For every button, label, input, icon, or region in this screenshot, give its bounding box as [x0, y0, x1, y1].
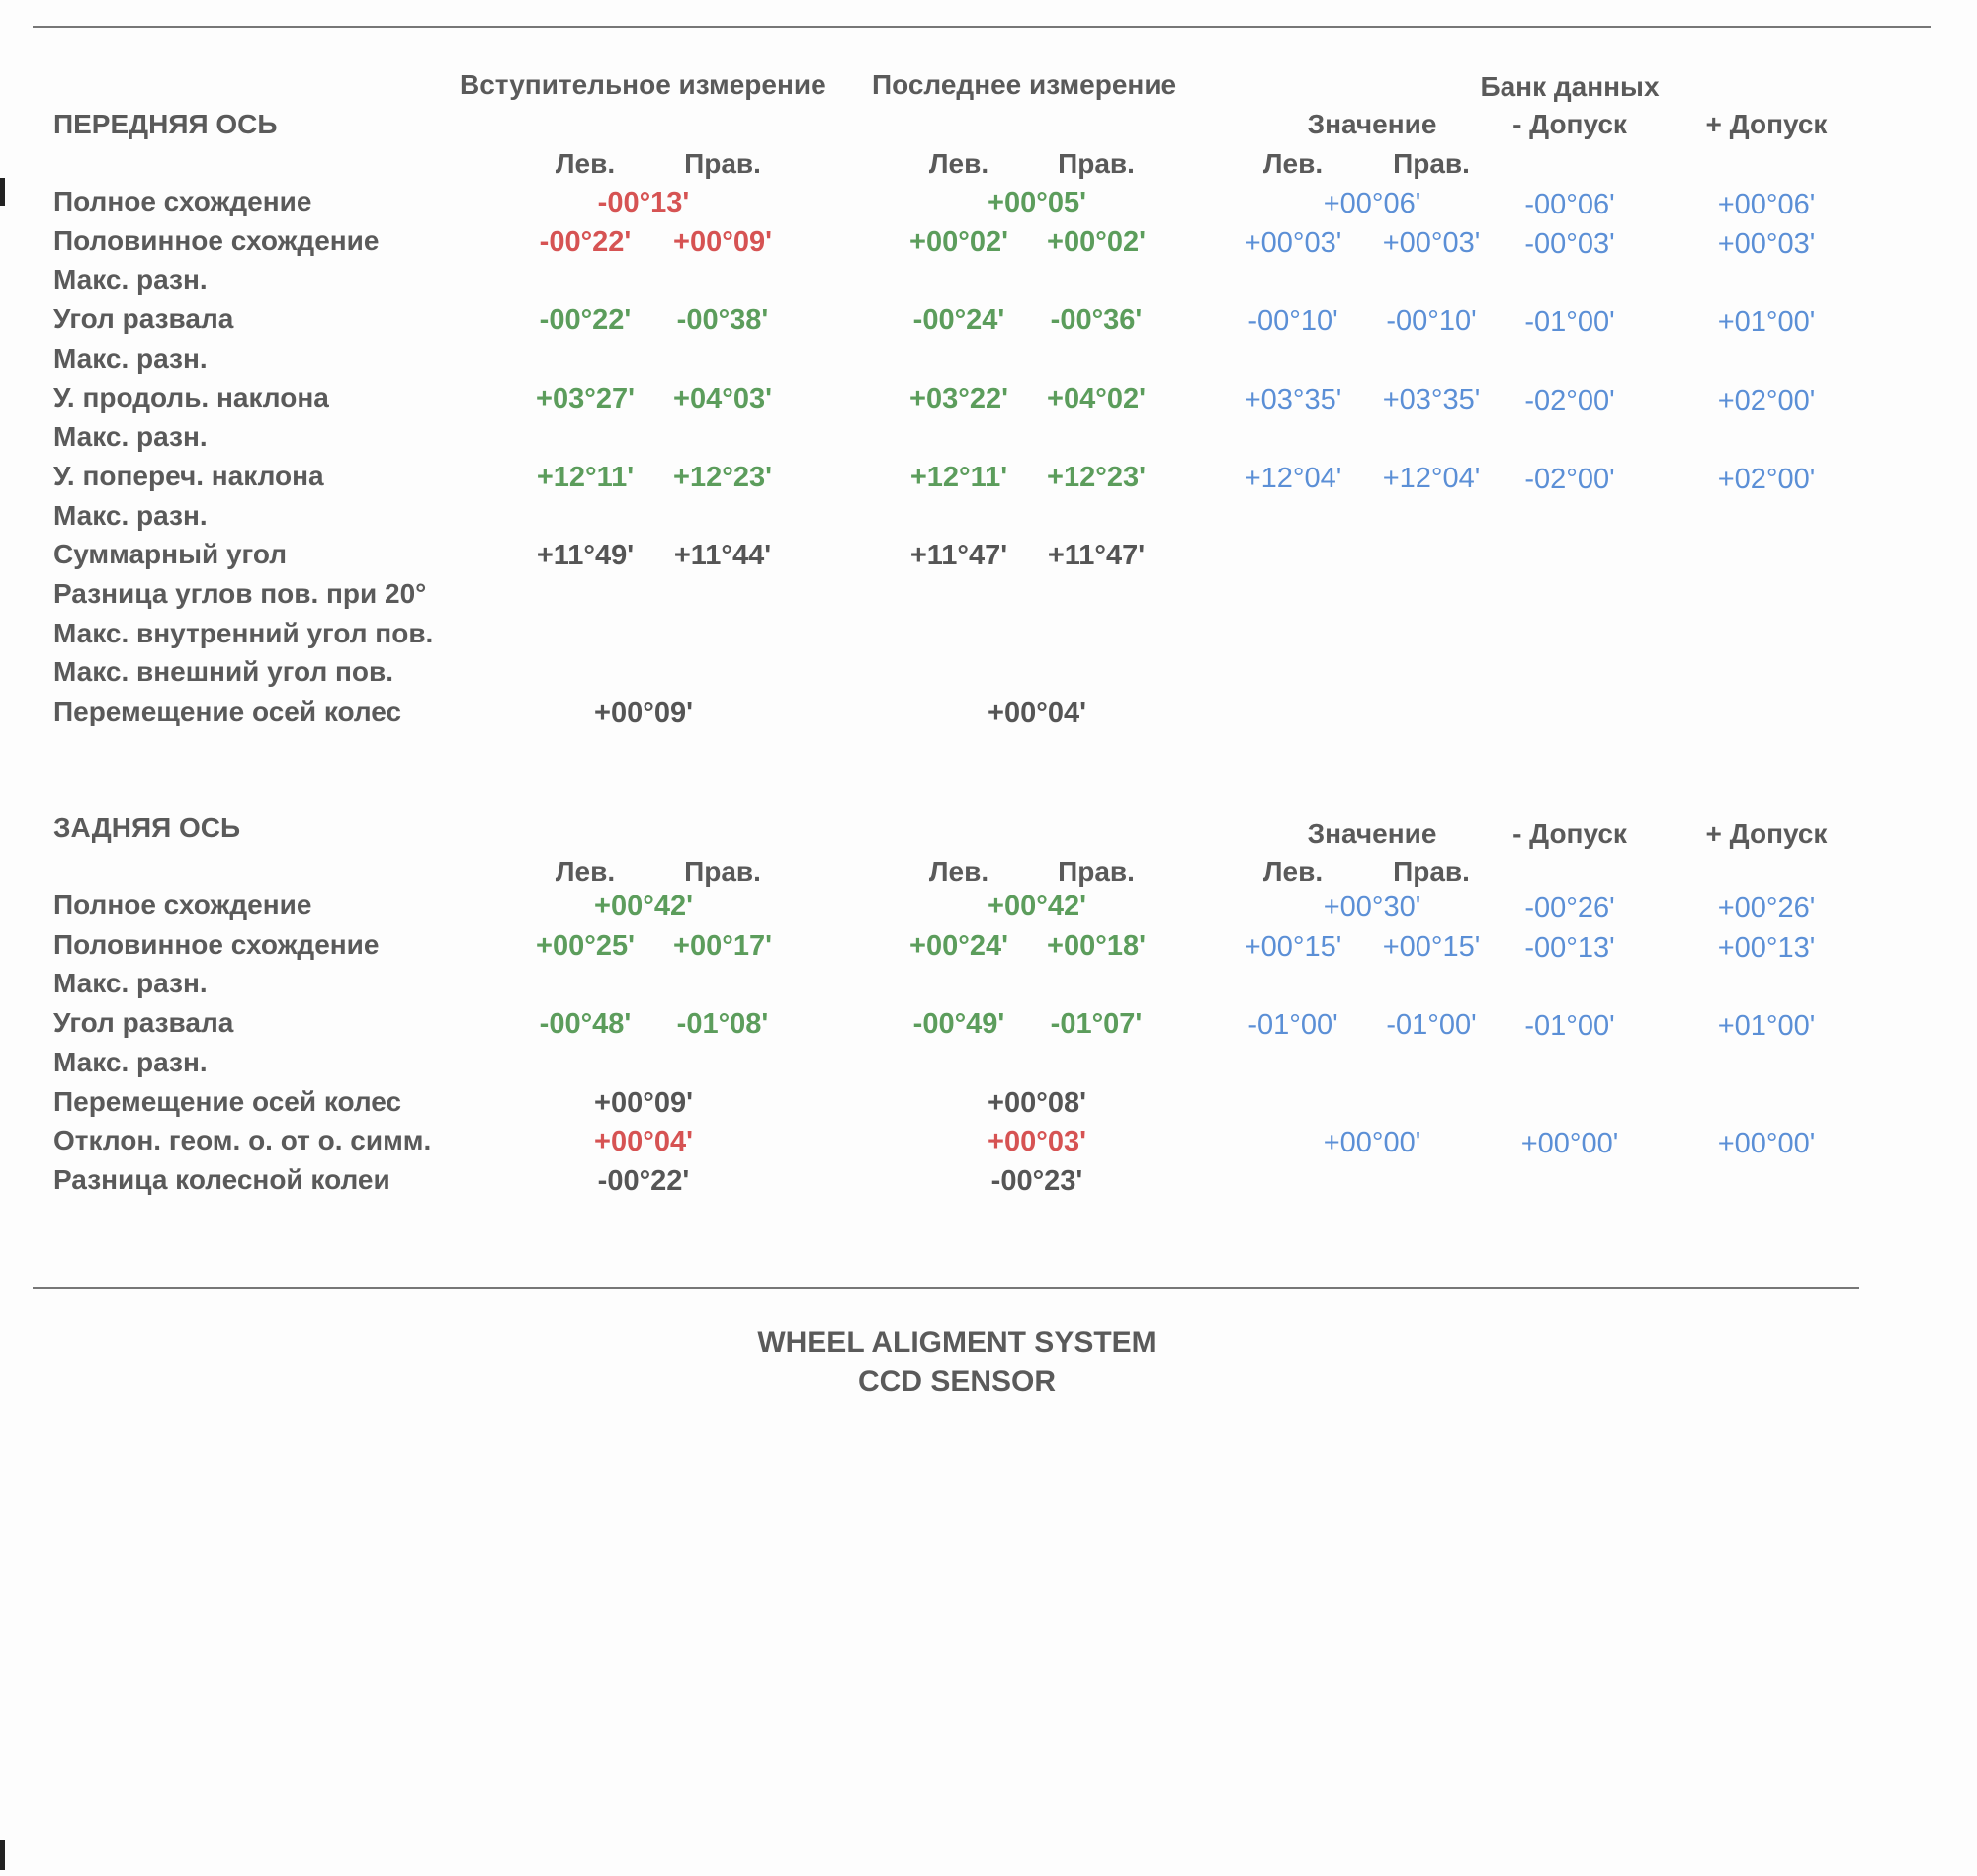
row-label: Половинное схождение [53, 928, 380, 960]
db-value-left: -00°10' [1247, 305, 1338, 338]
value-init-l: +12°11' [536, 461, 635, 493]
db-plus-tolerance: +00°13' [1717, 931, 1816, 964]
value-init-l: +11°49' [536, 540, 635, 572]
db-minus-tolerance: -02°00' [1524, 463, 1615, 495]
row-label: Угол развала [53, 303, 234, 335]
db-plus-tolerance: +02°00' [1717, 384, 1816, 417]
value-fin-l: +03°22' [909, 383, 1008, 415]
row-label: У. попереч. наклона [53, 460, 324, 491]
top-rule [33, 26, 1931, 28]
col-header-db-value: Значение [1307, 818, 1437, 849]
row-label: Разница углов пов. при 20° [53, 578, 427, 609]
col-header-minus-tolerance: - Допуск [1512, 818, 1627, 849]
row-label: Отклон. геом. о. от о. симм. [53, 1125, 432, 1156]
value-init-l: -00°22' [539, 304, 632, 337]
db-value-right: +12°04' [1382, 462, 1481, 494]
db-plus-tolerance: +00°00' [1717, 1128, 1816, 1160]
value-fin: +00°05' [988, 187, 1086, 218]
row-label: Макс. разн. [53, 499, 208, 531]
db-plus-tolerance: +00°26' [1717, 893, 1816, 924]
row-label: У. продоль. наклона [53, 382, 329, 413]
db-minus-tolerance: -00°26' [1524, 893, 1615, 924]
row-label: Полное схождение [53, 186, 312, 216]
value-fin-r: +00°02' [1047, 225, 1146, 258]
db-minus-tolerance: +00°00' [1520, 1128, 1619, 1160]
footer-sensor-name: CCD SENSOR [857, 1365, 1057, 1398]
value-init: +00°09' [594, 697, 693, 729]
db-value-left: +00°15' [1244, 930, 1342, 963]
col-header-initial-left: Лев. [555, 148, 616, 179]
value-init: +00°09' [594, 1086, 693, 1119]
row-label: Разница колесной колеи [53, 1163, 390, 1195]
db-value-right: +03°35' [1382, 384, 1481, 416]
value-init-r: +12°23' [673, 461, 772, 493]
value-fin-r: +04°02' [1047, 383, 1146, 415]
value-init-l: +03°27' [536, 383, 635, 415]
db-value: +00°06' [1323, 188, 1421, 219]
row-label: Макс. разн. [53, 1046, 208, 1077]
value-fin: +00°08' [988, 1086, 1086, 1119]
row-label: Макс. разн. [53, 968, 208, 999]
value-init-l: +00°25' [536, 929, 635, 962]
header-final-measurement: Последнее измерение [872, 69, 1177, 100]
header-initial-measurement: Вступительное измерение [460, 69, 826, 100]
col-header-db-value: Значение [1307, 109, 1437, 139]
db-plus-tolerance: +01°00' [1717, 306, 1816, 339]
rear-axle-title: ЗАДНЯЯ ОСЬ [53, 812, 241, 843]
value-init-r: +04°03' [673, 383, 772, 415]
value-init-r: +11°44' [673, 540, 772, 572]
db-plus-tolerance: +00°06' [1717, 189, 1816, 220]
db-minus-tolerance: -00°13' [1524, 931, 1615, 964]
row-label: Макс. разн. [53, 264, 208, 296]
scan-edge-mark [0, 178, 5, 206]
db-value-right: +00°15' [1382, 930, 1481, 963]
col-header-final-left: Лев. [928, 148, 989, 179]
row-label: Макс. внутренний угол пов. [53, 617, 434, 648]
db-plus-tolerance: +00°03' [1717, 227, 1816, 260]
value-fin-l: -00°49' [912, 1008, 1005, 1041]
row-label: Макс. разн. [53, 421, 208, 453]
value-fin-r: +12°23' [1047, 461, 1146, 493]
value-fin-r: +11°47' [1047, 540, 1146, 572]
footer-system-name: WHEEL ALIGMENT SYSTEM [757, 1326, 1157, 1359]
row-label: Перемещение осей колес [53, 696, 402, 727]
scan-edge-mark [0, 1840, 5, 1870]
db-minus-tolerance: -01°00' [1524, 306, 1615, 339]
col-header-plus-tolerance: + Допуск [1705, 818, 1828, 849]
db-value-left: +12°04' [1244, 462, 1342, 494]
row-label: Перемещение осей колес [53, 1085, 402, 1117]
value-fin-r: +00°18' [1047, 929, 1146, 962]
value-init: -00°13' [597, 187, 690, 218]
col-header-plus-tolerance: + Допуск [1705, 109, 1828, 139]
value-fin: +00°04' [988, 697, 1086, 729]
db-value-right: -00°10' [1386, 305, 1477, 338]
value-init-l: -00°22' [539, 225, 632, 258]
value-init: +00°42' [594, 891, 693, 922]
col-header-db-left: Лев. [1262, 856, 1324, 887]
col-header-minus-tolerance: - Допуск [1512, 109, 1627, 139]
value-fin: +00°42' [988, 891, 1086, 922]
value-init: +00°04' [594, 1126, 693, 1158]
db-minus-tolerance: -00°03' [1524, 227, 1615, 260]
db-value: +00°00' [1323, 1127, 1421, 1159]
value-fin-l: +12°11' [909, 461, 1008, 493]
value-fin-r: -00°36' [1050, 304, 1143, 337]
value-init: -00°22' [597, 1164, 690, 1197]
row-label: Полное схождение [53, 890, 312, 920]
row-label: Половинное схождение [53, 224, 380, 256]
col-header-db-left: Лев. [1262, 148, 1324, 179]
value-init-r: -01°08' [676, 1008, 769, 1041]
db-plus-tolerance: +01°00' [1717, 1010, 1816, 1043]
front-axle-title: ПЕРЕДНЯЯ ОСЬ [53, 109, 278, 139]
value-fin-l: +00°02' [909, 225, 1008, 258]
db-value-right: -01°00' [1386, 1009, 1477, 1042]
row-label: Макс. внешний угол пов. [53, 656, 394, 688]
db-value-left: +00°03' [1244, 226, 1342, 259]
db-value-left: -01°00' [1247, 1009, 1338, 1042]
value-fin-l: +00°24' [909, 929, 1008, 962]
value-fin-r: -01°07' [1050, 1008, 1143, 1041]
value-init-r: +00°17' [673, 929, 772, 962]
value-init-r: -00°38' [676, 304, 769, 337]
value-fin: +00°03' [988, 1126, 1086, 1158]
db-minus-tolerance: -01°00' [1524, 1010, 1615, 1043]
row-label: Макс. разн. [53, 342, 208, 374]
db-minus-tolerance: -00°06' [1524, 189, 1615, 220]
db-value: +00°30' [1323, 892, 1421, 923]
db-plus-tolerance: +02°00' [1717, 463, 1816, 495]
col-header-final-right: Прав. [1058, 148, 1135, 179]
db-value-right: +00°03' [1382, 226, 1481, 259]
col-header-final-right: Прав. [1058, 856, 1135, 887]
col-header-initial-left: Лев. [555, 856, 616, 887]
row-label: Суммарный угол [53, 539, 288, 570]
col-header-final-left: Лев. [928, 856, 989, 887]
value-init-r: +00°09' [673, 225, 772, 258]
value-fin-l: -00°24' [912, 304, 1005, 337]
value-init-l: -00°48' [539, 1008, 632, 1041]
db-value-left: +03°35' [1244, 384, 1342, 416]
col-header-db-right: Прав. [1393, 856, 1470, 887]
value-fin: -00°23' [990, 1164, 1083, 1197]
header-database: Банк данных [1480, 71, 1660, 102]
db-minus-tolerance: -02°00' [1524, 384, 1615, 417]
col-header-db-right: Прав. [1393, 148, 1470, 179]
value-fin-l: +11°47' [909, 540, 1008, 572]
col-header-initial-right: Прав. [684, 148, 761, 179]
row-label: Угол развала [53, 1007, 234, 1039]
bottom-rule [33, 1287, 1859, 1289]
col-header-initial-right: Прав. [684, 856, 761, 887]
